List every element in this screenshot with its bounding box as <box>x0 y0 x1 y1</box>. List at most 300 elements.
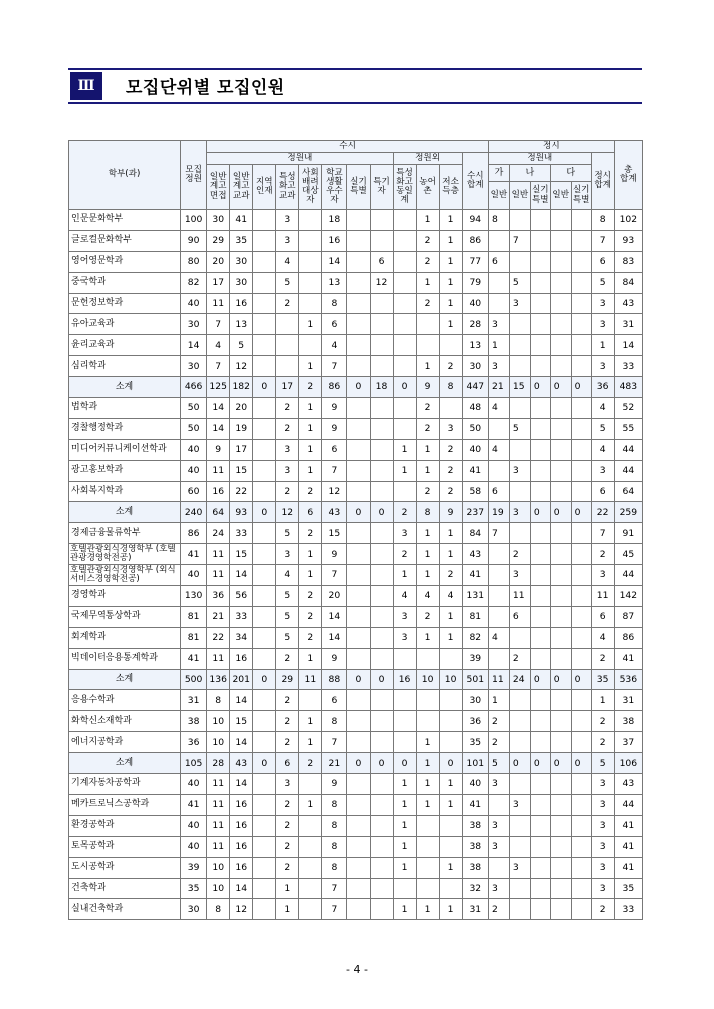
table-cell <box>550 774 571 795</box>
table-cell: 38 <box>181 711 207 732</box>
table-cell: 41 <box>614 857 642 878</box>
table-row <box>69 481 643 502</box>
table-cell: 8 <box>322 815 347 836</box>
table-cell: 4 <box>488 627 509 648</box>
table-cell: 2 <box>393 502 416 523</box>
header-jeongsi-col: 실기 특별 <box>530 165 550 210</box>
table-cell: 0 <box>550 669 571 690</box>
table-cell: 3 <box>488 878 509 899</box>
table-cell: 33 <box>614 356 642 377</box>
table-cell: 6 <box>322 690 347 711</box>
table-cell <box>571 857 591 878</box>
table-cell <box>347 648 370 669</box>
table-cell <box>550 481 571 502</box>
table-cell: 41 <box>462 460 488 481</box>
table-cell: 2 <box>276 815 299 836</box>
table-cell: 38 <box>462 815 488 836</box>
table-cell <box>347 711 370 732</box>
table-cell <box>488 606 509 627</box>
table-cell: 84 <box>462 523 488 544</box>
table-cell <box>276 335 299 356</box>
table-cell: 14 <box>181 335 207 356</box>
table-cell <box>509 481 530 502</box>
header-susi-col: 일반 계고 교과 <box>230 165 253 210</box>
table-cell: 14 <box>614 335 642 356</box>
table-cell: 16 <box>230 815 253 836</box>
table-cell: 11 <box>207 794 230 815</box>
table-row <box>69 418 643 439</box>
table-cell: 1 <box>488 335 509 356</box>
table-cell: 6 <box>370 251 393 272</box>
table-cell <box>370 439 393 460</box>
table-cell <box>530 815 550 836</box>
header-susi-col: 특성 화고 교과 <box>276 165 299 210</box>
department-name: 광고홍보학과 <box>69 460 181 481</box>
table-row <box>69 210 643 231</box>
table-cell <box>571 794 591 815</box>
table-cell: 11 <box>207 293 230 314</box>
table-cell <box>509 836 530 857</box>
table-cell <box>253 815 276 836</box>
table-cell <box>571 627 591 648</box>
table-cell: 39 <box>462 648 488 669</box>
table-cell: 56 <box>230 586 253 607</box>
table-cell: 10 <box>207 878 230 899</box>
table-cell: 0 <box>347 377 370 398</box>
table-cell: 11 <box>207 460 230 481</box>
table-cell: 14 <box>230 690 253 711</box>
table-cell: 86 <box>614 627 642 648</box>
table-cell: 24 <box>207 523 230 544</box>
table-cell: 9 <box>322 544 347 565</box>
table-cell <box>253 356 276 377</box>
department-name: 문헌정보학과 <box>69 293 181 314</box>
table-cell <box>299 815 322 836</box>
table-cell: 93 <box>230 502 253 523</box>
table-cell: 131 <box>462 586 488 607</box>
table-cell: 2 <box>439 565 462 586</box>
table-cell <box>347 794 370 815</box>
table-cell <box>347 335 370 356</box>
table-cell <box>509 523 530 544</box>
admission-quota-table <box>68 140 643 920</box>
table-cell: 19 <box>488 502 509 523</box>
table-cell: 14 <box>207 418 230 439</box>
table-cell <box>393 210 416 231</box>
table-cell: 40 <box>181 460 207 481</box>
table-cell: 1 <box>416 899 439 920</box>
table-cell <box>571 251 591 272</box>
table-cell: 40 <box>181 439 207 460</box>
table-cell: 10 <box>207 857 230 878</box>
table-cell: 15 <box>509 377 530 398</box>
table-cell: 3 <box>276 210 299 231</box>
table-cell: 16 <box>322 230 347 251</box>
table-cell <box>416 335 439 356</box>
table-cell <box>347 836 370 857</box>
table-cell: 1 <box>416 753 439 774</box>
table-cell: 30 <box>462 690 488 711</box>
table-cell: 3 <box>276 230 299 251</box>
table-cell: 28 <box>462 314 488 335</box>
table-cell: 22 <box>591 502 614 523</box>
table-cell: 1 <box>439 251 462 272</box>
table-cell <box>347 356 370 377</box>
table-cell: 7 <box>509 230 530 251</box>
department-name: 응용수학과 <box>69 690 181 711</box>
table-cell <box>253 711 276 732</box>
table-cell <box>299 899 322 920</box>
table-cell: 44 <box>614 565 642 586</box>
section-title: 모집단위별 모집인원 <box>126 78 285 98</box>
table-cell: 8 <box>322 711 347 732</box>
department-name: 에너지공학과 <box>69 732 181 753</box>
table-cell <box>509 210 530 231</box>
table-cell <box>571 210 591 231</box>
department-name: 국제무역통상학과 <box>69 606 181 627</box>
header-jeongsi-col: 다 일반 <box>550 165 571 210</box>
table-cell: 40 <box>181 565 207 586</box>
table-cell <box>253 565 276 586</box>
table-cell: 5 <box>591 753 614 774</box>
table-cell: 16 <box>230 836 253 857</box>
table-cell: 4 <box>207 335 230 356</box>
table-cell: 8 <box>439 377 462 398</box>
table-cell: 1 <box>393 815 416 836</box>
table-cell <box>393 398 416 419</box>
table-cell: 21 <box>322 753 347 774</box>
table-cell: 44 <box>614 439 642 460</box>
table-cell: 15 <box>322 523 347 544</box>
table-cell <box>439 648 462 669</box>
table-cell <box>393 878 416 899</box>
department-name: 경영학과 <box>69 586 181 607</box>
table-cell <box>370 335 393 356</box>
table-cell <box>347 586 370 607</box>
table-cell: 1 <box>416 210 439 231</box>
table-cell <box>571 230 591 251</box>
table-cell: 2 <box>276 732 299 753</box>
table-row <box>69 460 643 481</box>
table-cell <box>299 335 322 356</box>
department-name: 인문문화학부 <box>69 210 181 231</box>
table-cell: 2 <box>416 230 439 251</box>
table-cell: 21 <box>207 606 230 627</box>
table-cell: 0 <box>530 377 550 398</box>
table-cell <box>550 293 571 314</box>
header-jeongsi-da: 다 <box>551 165 591 181</box>
table-cell <box>488 293 509 314</box>
table-cell: 40 <box>181 774 207 795</box>
table-cell <box>571 648 591 669</box>
table-cell <box>550 857 571 878</box>
table-cell: 16 <box>230 857 253 878</box>
table-cell: 2 <box>591 544 614 565</box>
table-cell <box>370 523 393 544</box>
table-cell: 82 <box>181 272 207 293</box>
table-cell <box>488 272 509 293</box>
table-cell <box>370 460 393 481</box>
table-cell: 44 <box>614 794 642 815</box>
table-cell: 40 <box>181 815 207 836</box>
table-cell: 2 <box>591 648 614 669</box>
department-name: 회계학과 <box>69 627 181 648</box>
table-cell: 2 <box>439 439 462 460</box>
table-cell <box>253 314 276 335</box>
table-cell <box>347 774 370 795</box>
header-susi-sum: 수시 합계 <box>462 153 488 210</box>
table-cell: 0 <box>571 377 591 398</box>
table-cell: 14 <box>207 398 230 419</box>
table-cell: 36 <box>591 377 614 398</box>
table-cell: 501 <box>462 669 488 690</box>
table-cell: 15 <box>230 711 253 732</box>
table-cell <box>550 335 571 356</box>
table-cell: 9 <box>322 774 347 795</box>
table-cell <box>347 460 370 481</box>
table-cell <box>550 627 571 648</box>
table-cell <box>393 690 416 711</box>
table-cell: 3 <box>591 293 614 314</box>
department-name: 글로컬문화학부 <box>69 230 181 251</box>
table-cell <box>530 732 550 753</box>
table-cell: 1 <box>393 836 416 857</box>
table-row <box>69 251 643 272</box>
table-cell <box>530 439 550 460</box>
department-name: 경찰행정학과 <box>69 418 181 439</box>
table-cell: 0 <box>530 753 550 774</box>
table-cell <box>550 418 571 439</box>
table-cell: 10 <box>207 711 230 732</box>
table-cell: 17 <box>207 272 230 293</box>
table-cell <box>347 293 370 314</box>
table-row <box>69 230 643 251</box>
table-cell: 30 <box>230 272 253 293</box>
table-cell: 1 <box>439 272 462 293</box>
table-cell: 48 <box>462 398 488 419</box>
header-susi-col: 특기 자 <box>370 165 393 210</box>
table-cell: 11 <box>299 669 322 690</box>
table-cell: 2 <box>488 732 509 753</box>
table-cell <box>488 857 509 878</box>
table-cell <box>253 272 276 293</box>
table-cell <box>253 648 276 669</box>
table-cell: 7 <box>207 356 230 377</box>
table-cell <box>571 815 591 836</box>
table-cell: 3 <box>393 606 416 627</box>
header-jeongsi-col: 실기 특별 <box>571 165 591 210</box>
table-cell <box>370 356 393 377</box>
table-cell: 2 <box>439 481 462 502</box>
table-cell: 1 <box>416 794 439 815</box>
table-cell <box>550 690 571 711</box>
table-cell: 2 <box>416 293 439 314</box>
table-cell: 3 <box>591 836 614 857</box>
table-cell: 7 <box>591 230 614 251</box>
table-cell: 182 <box>230 377 253 398</box>
table-cell <box>509 711 530 732</box>
department-name: 사회복지학과 <box>69 481 181 502</box>
table-cell <box>571 398 591 419</box>
table-cell: 6 <box>591 251 614 272</box>
table-row <box>69 335 643 356</box>
table-cell: 20 <box>230 398 253 419</box>
department-name: 윤리교육과 <box>69 335 181 356</box>
table-cell: 2 <box>276 690 299 711</box>
table-cell <box>393 293 416 314</box>
table-cell <box>393 481 416 502</box>
table-cell: 3 <box>591 314 614 335</box>
table-cell: 81 <box>181 606 207 627</box>
table-cell: 125 <box>207 377 230 398</box>
table-cell <box>550 272 571 293</box>
table-cell: 35 <box>591 669 614 690</box>
table-cell: 41 <box>230 210 253 231</box>
table-cell: 14 <box>230 732 253 753</box>
table-cell: 3 <box>439 418 462 439</box>
table-cell <box>299 251 322 272</box>
table-cell <box>530 418 550 439</box>
table-cell: 3 <box>591 857 614 878</box>
table-cell <box>509 774 530 795</box>
table-cell <box>530 210 550 231</box>
header-rule-bottom <box>68 102 642 104</box>
table-cell <box>253 418 276 439</box>
table-cell: 3 <box>488 314 509 335</box>
table-cell: 50 <box>181 418 207 439</box>
table-cell: 5 <box>509 418 530 439</box>
table-cell: 3 <box>509 502 530 523</box>
table-cell: 22 <box>207 627 230 648</box>
table-cell: 0 <box>530 502 550 523</box>
table-cell <box>509 627 530 648</box>
table-cell: 0 <box>347 753 370 774</box>
table-cell <box>571 523 591 544</box>
table-cell: 7 <box>488 523 509 544</box>
table-cell: 1 <box>439 230 462 251</box>
table-cell <box>370 418 393 439</box>
table-cell: 11 <box>207 544 230 565</box>
table-cell: 2 <box>276 418 299 439</box>
table-cell: 7 <box>322 356 347 377</box>
table-row <box>69 648 643 669</box>
table-cell: 7 <box>207 314 230 335</box>
table-cell: 58 <box>462 481 488 502</box>
table-cell <box>530 356 550 377</box>
table-cell <box>550 732 571 753</box>
table-cell <box>347 857 370 878</box>
header-susi-out: 정원외 <box>393 153 462 165</box>
table-cell: 6 <box>322 314 347 335</box>
table-cell <box>571 544 591 565</box>
table-cell: 41 <box>181 544 207 565</box>
table-cell: 41 <box>181 794 207 815</box>
department-name: 메카트로닉스공학과 <box>69 794 181 815</box>
table-cell: 11 <box>207 565 230 586</box>
table-cell <box>488 544 509 565</box>
table-cell <box>571 586 591 607</box>
table-cell <box>370 794 393 815</box>
table-cell <box>530 627 550 648</box>
table-cell: 5 <box>488 753 509 774</box>
header-jeongsi: 정시 <box>488 141 614 153</box>
table-cell <box>550 648 571 669</box>
table-cell: 10 <box>439 669 462 690</box>
table-cell <box>571 836 591 857</box>
table-cell <box>253 899 276 920</box>
table-cell <box>571 732 591 753</box>
table-cell <box>253 293 276 314</box>
table-cell <box>253 460 276 481</box>
table-cell: 7 <box>322 899 347 920</box>
table-cell: 60 <box>181 481 207 502</box>
table-cell <box>550 523 571 544</box>
table-cell: 3 <box>591 794 614 815</box>
table-cell: 30 <box>207 210 230 231</box>
table-cell: 45 <box>614 544 642 565</box>
table-cell: 9 <box>416 377 439 398</box>
table-cell <box>276 314 299 335</box>
table-cell <box>253 627 276 648</box>
table-cell: 1 <box>591 335 614 356</box>
table-cell <box>530 460 550 481</box>
table-cell <box>299 210 322 231</box>
table-cell <box>253 774 276 795</box>
table-cell <box>488 460 509 481</box>
table-cell <box>530 648 550 669</box>
department-name: 영어영문학과 <box>69 251 181 272</box>
table-cell: 36 <box>207 586 230 607</box>
subtotal-row <box>69 753 643 774</box>
table-cell <box>550 356 571 377</box>
table-cell: 3 <box>509 565 530 586</box>
table-cell <box>571 439 591 460</box>
table-cell <box>571 293 591 314</box>
table-cell <box>299 836 322 857</box>
table-cell <box>488 230 509 251</box>
table-cell <box>530 794 550 815</box>
table-cell: 2 <box>416 251 439 272</box>
table-cell: 37 <box>614 732 642 753</box>
table-cell <box>550 815 571 836</box>
table-cell: 12 <box>370 272 393 293</box>
table-cell: 447 <box>462 377 488 398</box>
table-cell: 0 <box>550 753 571 774</box>
table-cell: 40 <box>181 836 207 857</box>
table-cell <box>393 251 416 272</box>
table-cell: 8 <box>416 502 439 523</box>
table-cell <box>347 439 370 460</box>
department-name: 호텔관광외식경영학부 (호텔관광경영학전공) <box>69 544 181 565</box>
table-cell <box>370 648 393 669</box>
table-cell: 4 <box>276 251 299 272</box>
table-cell: 86 <box>322 377 347 398</box>
table-cell: 2 <box>299 627 322 648</box>
table-cell <box>370 732 393 753</box>
table-cell: 0 <box>393 377 416 398</box>
table-cell <box>299 230 322 251</box>
table-cell <box>299 272 322 293</box>
table-cell <box>439 815 462 836</box>
table-cell: 43 <box>614 293 642 314</box>
table-cell: 4 <box>591 398 614 419</box>
table-cell <box>370 314 393 335</box>
table-cell: 1 <box>439 606 462 627</box>
header-department: 학부(과) <box>69 141 181 210</box>
table-cell: 0 <box>253 377 276 398</box>
table-cell: 90 <box>181 230 207 251</box>
section-number: Ⅲ <box>70 72 102 100</box>
